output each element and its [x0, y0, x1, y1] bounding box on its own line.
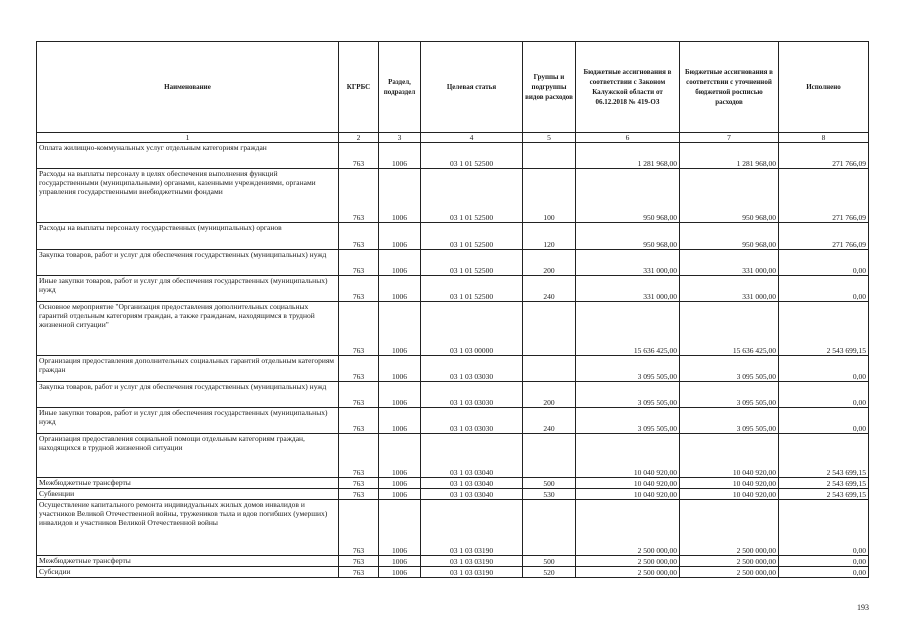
- law-allocation-cell: 3 095 505,00: [576, 356, 680, 382]
- table-row: [37, 489, 869, 500]
- kgrbs-cell: 763: [339, 356, 379, 382]
- expense-type-cell: 240: [523, 408, 576, 434]
- column-number: 2: [339, 133, 379, 143]
- page-number: 193: [857, 603, 869, 612]
- row-name-cell: Субвенции: [37, 489, 339, 500]
- section-cell: 1006: [379, 434, 421, 478]
- expense-type-cell: [523, 356, 576, 382]
- column-number: 1: [37, 133, 339, 143]
- row-name-cell: Организация предоставления дополнительных социальных гарантий отдельным категориям граждан: [37, 356, 339, 382]
- expense-type-cell: [523, 500, 576, 556]
- section-cell: 1006: [379, 223, 421, 250]
- executed-cell: 0,00: [779, 567, 869, 578]
- kgrbs-cell: 763: [339, 556, 379, 567]
- table-row: [37, 434, 869, 478]
- table-row: [37, 500, 869, 556]
- executed-cell: 0,00: [779, 276, 869, 302]
- executed-cell: 0,00: [779, 500, 869, 556]
- section-cell: 1006: [379, 556, 421, 567]
- expense-type-cell: 200: [523, 250, 576, 276]
- revised-allocation-cell: 2 500 000,00: [680, 567, 779, 578]
- section-cell: 1006: [379, 489, 421, 500]
- revised-allocation-cell: 331 000,00: [680, 276, 779, 302]
- table-row: [37, 567, 869, 578]
- executed-cell: 0,00: [779, 556, 869, 567]
- column-header: Группы и подгруппы видов расходов: [523, 42, 576, 133]
- law-allocation-cell: 2 500 000,00: [576, 500, 680, 556]
- section-cell: 1006: [379, 276, 421, 302]
- kgrbs-cell: 763: [339, 223, 379, 250]
- expense-type-cell: [523, 302, 576, 356]
- revised-allocation-cell: 3 095 505,00: [680, 356, 779, 382]
- kgrbs-cell: 763: [339, 408, 379, 434]
- target-item-cell: 03 1 03 03190: [421, 567, 523, 578]
- law-allocation-cell: 10 040 920,00: [576, 489, 680, 500]
- expense-type-cell: 200: [523, 382, 576, 408]
- section-cell: 1006: [379, 567, 421, 578]
- column-header: Раздел, подраздел: [379, 42, 421, 133]
- expense-type-cell: [523, 143, 576, 169]
- revised-allocation-cell: 950 968,00: [680, 223, 779, 250]
- executed-cell: 0,00: [779, 250, 869, 276]
- section-cell: 1006: [379, 169, 421, 223]
- table-row: [37, 302, 869, 356]
- revised-allocation-cell: 10 040 920,00: [680, 478, 779, 489]
- revised-allocation-cell: 15 636 425,00: [680, 302, 779, 356]
- target-item-cell: 03 1 03 03030: [421, 382, 523, 408]
- row-name-cell: Межбюджетные трансферты: [37, 556, 339, 567]
- kgrbs-cell: 763: [339, 302, 379, 356]
- executed-cell: 2 543 699,15: [779, 434, 869, 478]
- row-name-cell: Субсидии: [37, 567, 339, 578]
- revised-allocation-cell: 331 000,00: [680, 250, 779, 276]
- executed-cell: 0,00: [779, 356, 869, 382]
- law-allocation-cell: 2 500 000,00: [576, 556, 680, 567]
- row-name-cell: Осуществление капитального ремонта индивидуальных жилых домов инвалидов и участников Великой Отечественной войны, тружеников тыла и вдов погибших (умерших) инвалидов и участников Великой Отечественной войны: [37, 500, 339, 556]
- expense-type-cell: 500: [523, 478, 576, 489]
- kgrbs-cell: 763: [339, 434, 379, 478]
- target-item-cell: 03 1 03 03190: [421, 556, 523, 567]
- law-allocation-cell: 1 281 968,00: [576, 143, 680, 169]
- target-item-cell: 03 1 03 03190: [421, 500, 523, 556]
- column-header: Исполнено: [779, 42, 869, 133]
- kgrbs-cell: 763: [339, 169, 379, 223]
- table-row: [37, 408, 869, 434]
- table-row: [37, 478, 869, 489]
- kgrbs-cell: 763: [339, 478, 379, 489]
- expense-type-cell: 100: [523, 169, 576, 223]
- target-item-cell: 03 1 03 03030: [421, 356, 523, 382]
- expense-type-cell: [523, 434, 576, 478]
- revised-allocation-cell: 2 500 000,00: [680, 500, 779, 556]
- row-name-cell: Иные закупки товаров, работ и услуг для обеспечения государственных (муниципальных) нужд: [37, 408, 339, 434]
- executed-cell: 0,00: [779, 408, 869, 434]
- table-row: [37, 143, 869, 169]
- expense-type-cell: 520: [523, 567, 576, 578]
- section-cell: 1006: [379, 302, 421, 356]
- revised-allocation-cell: 10 040 920,00: [680, 434, 779, 478]
- revised-allocation-cell: 1 281 968,00: [680, 143, 779, 169]
- law-allocation-cell: 10 040 920,00: [576, 478, 680, 489]
- column-number: 3: [379, 133, 421, 143]
- table-row: [37, 382, 869, 408]
- expense-type-cell: 530: [523, 489, 576, 500]
- revised-allocation-cell: 10 040 920,00: [680, 489, 779, 500]
- executed-cell: 271 766,09: [779, 223, 869, 250]
- section-cell: 1006: [379, 143, 421, 169]
- kgrbs-cell: 763: [339, 276, 379, 302]
- row-name-cell: Межбюджетные трансферты: [37, 478, 339, 489]
- table-row: [37, 356, 869, 382]
- column-number: 6: [576, 133, 680, 143]
- target-item-cell: 03 1 03 03040: [421, 434, 523, 478]
- target-item-cell: 03 1 03 03030: [421, 408, 523, 434]
- executed-cell: 0,00: [779, 382, 869, 408]
- kgrbs-cell: 763: [339, 489, 379, 500]
- column-header: КГРБС: [339, 42, 379, 133]
- column-number: 7: [680, 133, 779, 143]
- executed-cell: 2 543 699,15: [779, 302, 869, 356]
- row-name-cell: Оплата жилищно-коммунальных услуг отдельным категориям граждан: [37, 143, 339, 169]
- table-row: [37, 223, 869, 250]
- row-name-cell: Расходы на выплаты персоналу государственных (муниципальных) органов: [37, 223, 339, 250]
- column-number: 5: [523, 133, 576, 143]
- table-row: [37, 276, 869, 302]
- executed-cell: 2 543 699,15: [779, 489, 869, 500]
- target-item-cell: 03 1 01 52500: [421, 276, 523, 302]
- row-name-cell: Организация предоставления социальной помощи отдельным категориям граждан, находящихся в трудной жизненной ситуации: [37, 434, 339, 478]
- expense-type-cell: 500: [523, 556, 576, 567]
- row-name-cell: Расходы на выплаты персоналу в целях обеспечения выполнения функций государственными (муниципальными) органами, казенными учреждениями, органами управления государственными внебюджетными фондами: [37, 169, 339, 223]
- column-header: Бюджетные ассигнования в соответствии с уточненной бюджетной росписью расходов: [680, 42, 779, 133]
- section-cell: 1006: [379, 478, 421, 489]
- header-row: [37, 42, 869, 133]
- executed-cell: 271 766,09: [779, 169, 869, 223]
- target-item-cell: 03 1 03 03040: [421, 489, 523, 500]
- section-cell: 1006: [379, 250, 421, 276]
- row-name-cell: Закупка товаров, работ и услуг для обеспечения государственных (муниципальных) нужд: [37, 382, 339, 408]
- law-allocation-cell: 950 968,00: [576, 169, 680, 223]
- column-number: 8: [779, 133, 869, 143]
- law-allocation-cell: 3 095 505,00: [576, 382, 680, 408]
- target-item-cell: 03 1 03 00000: [421, 302, 523, 356]
- kgrbs-cell: 763: [339, 382, 379, 408]
- column-header: Наименование: [37, 42, 339, 133]
- column-header: Бюджетные ассигнования в соответствии с Законом Калужской области от 06.12.2018 № 419-ОЗ: [576, 42, 680, 133]
- law-allocation-cell: 10 040 920,00: [576, 434, 680, 478]
- kgrbs-cell: 763: [339, 250, 379, 276]
- expense-type-cell: 240: [523, 276, 576, 302]
- target-item-cell: 03 1 01 52500: [421, 250, 523, 276]
- law-allocation-cell: 3 095 505,00: [576, 408, 680, 434]
- section-cell: 1006: [379, 382, 421, 408]
- revised-allocation-cell: 2 500 000,00: [680, 556, 779, 567]
- column-number: 4: [421, 133, 523, 143]
- row-name-cell: Основное мероприятие "Организация предоставления дополнительных социальных гарантий отдельным категориям граждан, а также гражданам, находящимся в трудной жизненной ситуации": [37, 302, 339, 356]
- law-allocation-cell: 15 636 425,00: [576, 302, 680, 356]
- revised-allocation-cell: 3 095 505,00: [680, 408, 779, 434]
- revised-allocation-cell: 950 968,00: [680, 169, 779, 223]
- law-allocation-cell: 2 500 000,00: [576, 567, 680, 578]
- law-allocation-cell: 331 000,00: [576, 250, 680, 276]
- target-item-cell: 03 1 01 52500: [421, 169, 523, 223]
- table-row: [37, 250, 869, 276]
- row-name-cell: Иные закупки товаров, работ и услуг для обеспечения государственных (муниципальных) нужд: [37, 276, 339, 302]
- law-allocation-cell: 331 000,00: [576, 276, 680, 302]
- table-row: [37, 556, 869, 567]
- kgrbs-cell: 763: [339, 143, 379, 169]
- section-cell: 1006: [379, 500, 421, 556]
- executed-cell: 2 543 699,15: [779, 478, 869, 489]
- law-allocation-cell: 950 968,00: [576, 223, 680, 250]
- section-cell: 1006: [379, 408, 421, 434]
- table-row: [37, 169, 869, 223]
- executed-cell: 271 766,09: [779, 143, 869, 169]
- table-body: [37, 143, 869, 578]
- kgrbs-cell: 763: [339, 567, 379, 578]
- budget-table: [36, 41, 869, 578]
- target-item-cell: 03 1 03 03040: [421, 478, 523, 489]
- row-name-cell: Закупка товаров, работ и услуг для обеспечения государственных (муниципальных) нужд: [37, 250, 339, 276]
- target-item-cell: 03 1 01 52500: [421, 143, 523, 169]
- column-number-row: [37, 133, 869, 143]
- section-cell: 1006: [379, 356, 421, 382]
- kgrbs-cell: 763: [339, 500, 379, 556]
- column-header: Целевая статья: [421, 42, 523, 133]
- target-item-cell: 03 1 01 52500: [421, 223, 523, 250]
- revised-allocation-cell: 3 095 505,00: [680, 382, 779, 408]
- expense-type-cell: 120: [523, 223, 576, 250]
